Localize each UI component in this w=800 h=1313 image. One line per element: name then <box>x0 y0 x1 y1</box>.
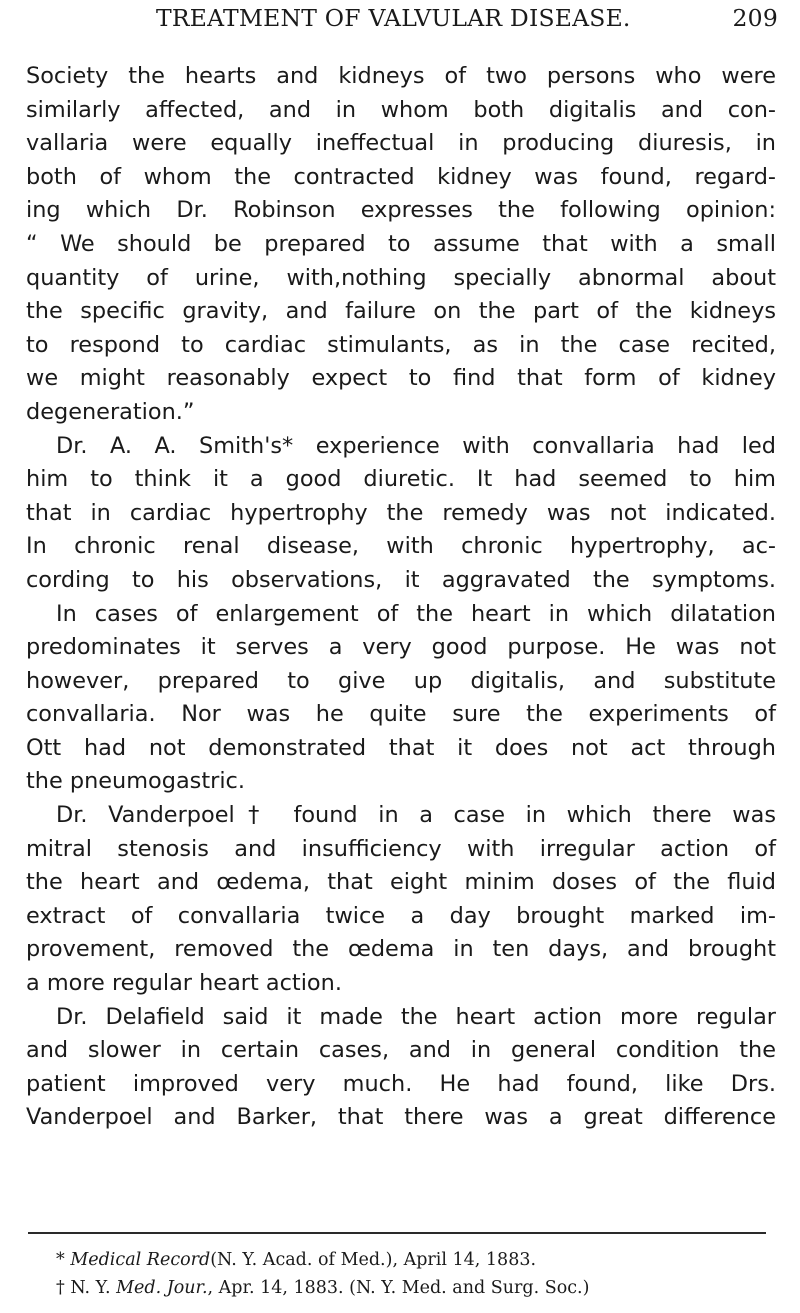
text-line: “ We should be prepared to assume that with a small <box>26 230 776 257</box>
footnote-1-text: (N. Y. Acad. of Med.), April 14, 1883. <box>210 1250 537 1270</box>
paragraph-start: In cases of enlargement of the heart in which dilatation <box>56 600 776 627</box>
text-line: provement, removed the œdema in ten days, and brought <box>26 936 776 963</box>
text-line: mitral stenosis and insufficiency with irregular action of <box>26 835 776 862</box>
paragraph-start: Dr. Delafield said it made the heart action more regular <box>56 1003 776 1030</box>
text-line: ing which Dr. Robinson expresses the following opinion: <box>26 197 776 224</box>
text-line: the pneumogastric. <box>26 768 245 795</box>
text-line: extract of convallaria twice a day brought marked im- <box>26 902 776 929</box>
text-line: to respond to cardiac stimulants, as in the case recited, <box>26 331 776 358</box>
footnote-1-mark: * <box>56 1250 65 1270</box>
text-line: and slower in certain cases, and in general condition the <box>26 1037 776 1064</box>
footnote-1-journal: Medical Record <box>70 1250 211 1270</box>
text-line: him to think it a good diuretic. It had seemed to him <box>26 466 776 493</box>
text-line: both of whom the contracted kidney was found, regard- <box>26 163 776 190</box>
text-line: Vanderpoel and Barker, that there was a great difference <box>26 1104 776 1131</box>
page-number: 209 <box>732 4 778 32</box>
text-line: In chronic renal disease, with chronic hypertrophy, ac- <box>26 533 776 560</box>
text-line: quantity of urine, with,nothing specially abnormal about <box>26 264 776 291</box>
running-head <box>26 4 780 38</box>
footnote-2-prefix: N. Y. <box>70 1278 111 1298</box>
text-line: patient improved very much. He had found, like Drs. <box>26 1070 776 1097</box>
text-line: similarly affected, and in whom both digitalis and con- <box>26 96 776 123</box>
running-head-title: TREATMENT OF VALVULAR DISEASE. <box>156 4 631 32</box>
text-line: predominates it serves a very good purpose. He was not <box>26 634 776 661</box>
text-line: that in cardiac hypertrophy the remedy was not indicated. <box>26 499 776 526</box>
footnotes <box>56 1246 776 1302</box>
footnote-1 <box>56 1246 776 1274</box>
footnote-divider <box>28 1232 766 1234</box>
footnote-2-journal: Med. Jour. <box>116 1278 208 1298</box>
text-line: convallaria. Nor was he quite sure the experiments of <box>26 701 776 728</box>
text-line: Society the hearts and kidneys of two persons who were <box>26 63 776 89</box>
text-line: degeneration.” <box>26 398 195 425</box>
paragraph-start: Dr. A. A. Smith's* experience with convallaria had led <box>56 432 776 459</box>
text-line: cording to his observations, it aggravated the symptoms. <box>26 566 776 593</box>
text-line: vallaria were equally ineffectual in producing diuresis, in <box>26 130 776 157</box>
body-text <box>26 60 776 1135</box>
footnote-2-text: , Apr. 14, 1883. (N. Y. Med. and Surg. Soc.) <box>207 1278 590 1298</box>
footnote-2 <box>56 1274 776 1302</box>
text-line: a more regular heart action. <box>26 970 342 997</box>
text-line: the heart and œdema, that eight minim doses of the fluid <box>26 869 776 896</box>
text-line: we might reasonably expect to find that form of kidney <box>26 365 776 392</box>
text-line: however, prepared to give up digitalis, and substitute <box>26 667 776 694</box>
text-line: the specific gravity, and failure on the part of the kidneys <box>26 298 776 325</box>
footnote-2-mark: † <box>56 1278 65 1298</box>
text-line: Ott had not demonstrated that it does not act through <box>26 734 776 761</box>
paragraph-start: Dr. Vanderpoel† found in a case in which there was <box>56 802 776 829</box>
